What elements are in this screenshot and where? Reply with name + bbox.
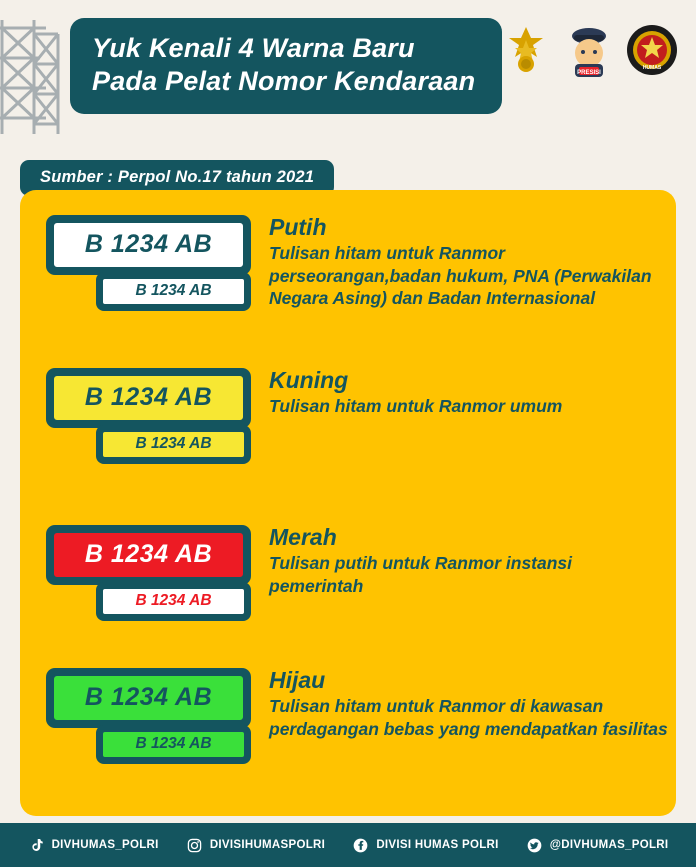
header-banner <box>70 18 502 114</box>
footer-handle: DIVHUMAS_POLRI <box>51 839 159 851</box>
plate-description <box>269 368 669 418</box>
plate-number: B 1234 AB <box>52 221 245 269</box>
plate-group <box>46 368 251 464</box>
plate-sticker-number: B 1234 AB <box>101 587 246 616</box>
social-footer <box>0 823 696 867</box>
plate-color-name: Kuning <box>269 367 349 393</box>
plate-sticker-frame <box>96 272 251 311</box>
plate-description <box>269 215 669 309</box>
plate-number: B 1234 AB <box>52 674 245 722</box>
plate-group <box>46 525 251 621</box>
footer-item-facebook[interactable] <box>352 837 498 854</box>
presisi-logo <box>562 22 616 78</box>
plate-row <box>46 668 669 764</box>
plate-description-text: Tulisan hitam untuk Ranmor umum <box>269 396 563 417</box>
plate-description-text: Tulisan hitam untuk Ranmor perseorangan,badan hukum, PNA (Perwakilan Negara Asing) dan Badan Internasional <box>269 243 652 309</box>
source-badge: Sumber : Perpol No.17 tahun 2021 <box>20 160 334 196</box>
footer-item-instagram[interactable] <box>186 837 325 854</box>
facebook-icon <box>352 837 369 854</box>
plate-group <box>46 215 251 311</box>
plate-row <box>46 215 669 311</box>
instagram-icon <box>186 837 203 854</box>
svg-text:HUMAS: HUMAS <box>642 65 662 71</box>
tower-decoration <box>0 18 62 136</box>
footer-handle: DIVISI HUMAS POLRI <box>376 839 499 851</box>
plate-frame <box>46 368 251 428</box>
plate-frame <box>46 668 251 728</box>
plate-sticker-number: B 1234 AB <box>101 430 246 459</box>
plate-color-name: Hijau <box>269 667 326 693</box>
plate-number: B 1234 AB <box>52 374 245 422</box>
plate-description <box>269 668 669 740</box>
plate-sticker-frame <box>96 582 251 621</box>
footer-item-tiktok[interactable] <box>28 837 159 854</box>
plate-row <box>46 525 669 621</box>
plate-sticker-frame <box>96 725 251 764</box>
plate-frame <box>46 215 251 275</box>
divisi-humas-polri-logo <box>626 24 678 76</box>
twitter-icon <box>526 837 543 854</box>
plate-sticker-number: B 1234 AB <box>101 730 246 759</box>
tiktok-icon <box>28 837 45 854</box>
svg-text:PRESISI: PRESISI <box>577 70 601 76</box>
polri-logo <box>500 24 552 76</box>
plate-frame <box>46 525 251 585</box>
plate-color-name: Merah <box>269 524 337 550</box>
plate-color-name: Putih <box>269 214 327 240</box>
plate-sticker-number: B 1234 AB <box>101 277 246 306</box>
plate-description-text: Tulisan putih untuk Ranmor instansi pemerintah <box>269 553 573 596</box>
plate-description-text: Tulisan hitam untuk Ranmor di kawasan perdagangan bebas yang mendapatkan fasilitas <box>269 696 668 739</box>
page-title: Yuk Kenali 4 Warna Baru Pada Pelat Nomor Kendaraan <box>92 33 476 96</box>
plate-description <box>269 525 669 597</box>
plate-row <box>46 368 669 464</box>
footer-handle: @DIVHUMAS_POLRI <box>549 839 669 851</box>
plate-sticker-frame <box>96 425 251 464</box>
footer-item-twitter[interactable] <box>526 837 669 854</box>
plate-number: B 1234 AB <box>52 531 245 579</box>
logo-group <box>500 22 678 78</box>
plate-group <box>46 668 251 764</box>
footer-handle: DIVISIHUMASPOLRI <box>209 839 326 851</box>
